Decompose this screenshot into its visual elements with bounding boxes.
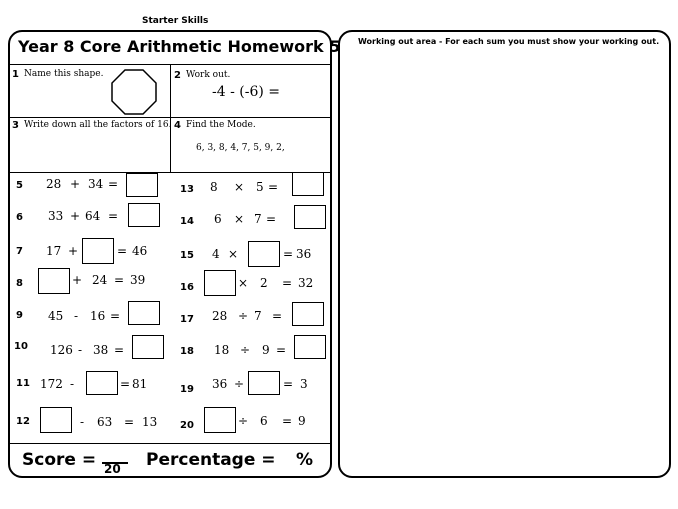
operand: 38 (93, 343, 109, 357)
operand: 63 (97, 415, 113, 429)
answer-box[interactable] (248, 371, 280, 395)
result: 46 (132, 244, 148, 258)
equals-sign: = (282, 276, 293, 290)
question-number: 1 (12, 69, 19, 80)
question-number: 16 (180, 282, 194, 293)
equals-sign: = (114, 273, 125, 287)
operand: 36 (212, 377, 228, 391)
result: 9 (298, 414, 306, 428)
operand: 7 (254, 212, 262, 226)
grid-divider-vertical (170, 64, 171, 172)
operator: × (238, 276, 249, 290)
question-number: 18 (180, 346, 194, 357)
operator: ÷ (238, 309, 249, 323)
question-text: Name this shape. (24, 69, 104, 79)
operand: 2 (260, 276, 268, 290)
operand: 18 (214, 343, 230, 357)
operator: - (80, 415, 85, 429)
answer-box[interactable] (294, 205, 326, 229)
equals-sign: = (283, 247, 294, 261)
operator: ÷ (240, 343, 251, 357)
equals-sign: = (283, 377, 294, 391)
operand: 28 (46, 177, 62, 191)
starter-skills-title: Starter Skills (142, 16, 209, 26)
question-number: 3 (12, 120, 19, 131)
operand: 24 (92, 273, 108, 287)
result: 13 (142, 415, 158, 429)
answer-box[interactable] (294, 335, 326, 359)
operand: 7 (254, 309, 262, 323)
operand: 28 (212, 309, 228, 323)
mode-number-list: 6, 3, 8, 4, 7, 5, 9, 2, (196, 143, 285, 153)
operator: + (70, 209, 81, 223)
footer-divider (10, 443, 330, 444)
equals-sign: = (282, 414, 293, 428)
operator: + (70, 177, 81, 191)
question-number: 5 (16, 180, 23, 191)
answer-box[interactable] (128, 301, 160, 325)
operator: ÷ (234, 377, 245, 391)
grid-divider-bottom (10, 172, 330, 173)
question-text: Find the Mode. (186, 120, 256, 130)
score-total: 20 (104, 462, 121, 476)
answer-box[interactable] (82, 238, 114, 264)
equals-sign: = (108, 177, 119, 191)
operator: - (70, 377, 75, 391)
operand: 45 (48, 309, 64, 323)
operand: 17 (46, 244, 62, 258)
answer-box[interactable] (292, 302, 324, 326)
percent-sign: % (296, 450, 314, 470)
answer-box[interactable] (132, 335, 164, 359)
answer-box[interactable] (204, 270, 236, 296)
score-label: Score = (22, 450, 97, 470)
operator: × (228, 247, 239, 261)
operand: 64 (85, 209, 101, 223)
equals-sign: = (108, 209, 119, 223)
question-number: 13 (180, 184, 194, 195)
question-number: 7 (16, 246, 23, 257)
grid-divider-middle (10, 117, 330, 118)
operator: ÷ (238, 414, 249, 428)
question-text: Work out. (186, 70, 231, 80)
operator: × (234, 180, 245, 194)
equals-sign: = (114, 343, 125, 357)
equals-sign: = (110, 309, 121, 323)
operand: 33 (48, 209, 64, 223)
result: 36 (296, 247, 312, 261)
equals-sign: = (117, 244, 128, 258)
result: 81 (132, 377, 148, 391)
question-number: 6 (16, 212, 23, 223)
operator: - (78, 343, 83, 357)
operator: + (72, 273, 83, 287)
question-number: 11 (16, 378, 30, 389)
operand: 172 (40, 377, 63, 391)
operand: 8 (210, 180, 218, 194)
answer-box[interactable] (40, 407, 72, 433)
answer-box[interactable] (292, 172, 324, 196)
answer-box[interactable] (128, 203, 160, 227)
result: 3 (300, 377, 308, 391)
operand: 16 (90, 309, 106, 323)
working-out-label: Working out area - For each sum you must show your working out. (358, 37, 660, 46)
answer-box[interactable] (126, 173, 158, 197)
operand: 6 (260, 414, 268, 428)
result: 32 (298, 276, 314, 290)
question-number: 19 (180, 384, 194, 395)
percentage-label: Percentage = (146, 450, 276, 470)
question-number: 15 (180, 250, 194, 261)
equals-sign: = (276, 343, 287, 357)
operand: 9 (262, 343, 270, 357)
question-number: 10 (14, 341, 28, 352)
equals-sign: = (272, 309, 283, 323)
operator: + (68, 244, 79, 258)
question-number: 17 (180, 314, 194, 325)
operand: 126 (50, 343, 73, 357)
equals-sign: = (266, 212, 277, 226)
question-text: Write down all the factors of 16. (24, 120, 172, 130)
answer-box[interactable] (38, 268, 70, 294)
question-number: 2 (174, 70, 181, 81)
sheet-title: Year 8 Core Arithmetic Homework 5 (18, 37, 341, 56)
question-number: 14 (180, 216, 194, 227)
equals-sign: = (120, 377, 131, 391)
operand: 5 (256, 180, 264, 194)
answer-box[interactable] (248, 241, 280, 267)
operand: 4 (212, 247, 220, 261)
operand: 34 (88, 177, 104, 191)
result: 39 (130, 273, 146, 287)
question-number: 4 (174, 120, 181, 131)
question-number: 20 (180, 420, 194, 431)
answer-box[interactable] (86, 371, 118, 395)
question-number: 9 (16, 310, 23, 321)
octagon-shape (110, 68, 158, 116)
operator: × (234, 212, 245, 226)
equals-sign: = (268, 180, 279, 194)
equals-sign: = (124, 415, 135, 429)
answer-box[interactable] (204, 407, 236, 433)
question-number: 8 (16, 278, 23, 289)
operand: 6 (214, 212, 222, 226)
working-out-panel (338, 30, 671, 478)
expression: -4 - (-6) = (212, 84, 281, 100)
question-number: 12 (16, 416, 30, 427)
operator: - (74, 309, 79, 323)
